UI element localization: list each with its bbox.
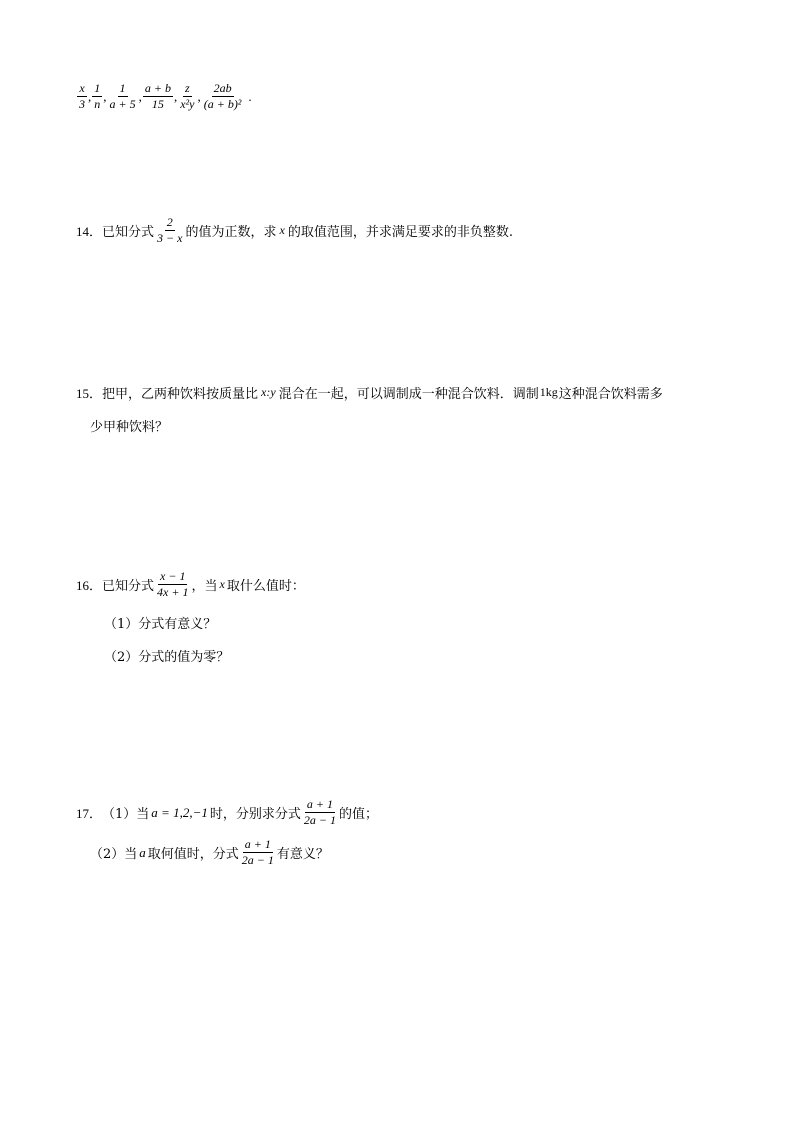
question-number: 17． bbox=[76, 806, 103, 821]
question-text: 时，分别求分式 bbox=[209, 807, 301, 822]
fraction-4: $\frac{a + b}{15}$ bbox=[144, 81, 171, 111]
fraction: $\frac{2}{3 - x}$ bbox=[157, 215, 183, 245]
question-text: 已知分式 bbox=[102, 225, 155, 240]
fraction-2: $\frac{1}{n}$ bbox=[94, 81, 101, 111]
question-text: 的值； bbox=[338, 807, 378, 822]
question-text: 的值为正数，求 bbox=[185, 225, 277, 240]
question-text: 已知分式 bbox=[102, 579, 155, 594]
question-17 bbox=[76, 798, 378, 827]
question-text: 把甲，乙两种饮料按质量比 bbox=[102, 387, 259, 402]
fraction-1: $\frac{x}{3}$ bbox=[79, 81, 85, 111]
question-text: 混合在一起，可以调制成一种混合饮料．调制 bbox=[278, 387, 539, 402]
question-15-continued bbox=[90, 416, 168, 435]
question-16 bbox=[76, 570, 305, 599]
fraction-6: $\frac{2ab}{\text{(a + b)²}}$ bbox=[203, 81, 242, 111]
question-number: 14． bbox=[76, 224, 103, 239]
fraction-list: $\frac{x}{3}$ , $\frac{1}{n}$ , $\frac{1}{a + 5}$ , $\frac{a + b}{15}$ , $\frac{z}{\text{x²y}}$ , $\frac{2ab}{\text{(a + b)²}}$ . bbox=[79, 81, 252, 111]
question-text: （2）当 bbox=[90, 847, 138, 862]
question-number: 16． bbox=[76, 578, 103, 593]
question-15 bbox=[76, 383, 663, 402]
question-17-sub-2 bbox=[90, 838, 329, 867]
question-14 bbox=[76, 216, 513, 245]
fraction-5: $\frac{z}{\text{x²y}}$ bbox=[180, 81, 195, 111]
question-text: 取何值时，分式 bbox=[147, 847, 239, 862]
question-number: 15． bbox=[76, 386, 103, 401]
question-text: 的取值范围，并求满足要求的非负整数. bbox=[287, 225, 513, 240]
question-text: 有意义？ bbox=[276, 847, 329, 862]
variable: x bbox=[279, 223, 285, 237]
question-text: 这种混合饮料需多 bbox=[558, 387, 663, 402]
variable: a bbox=[139, 844, 146, 860]
fraction: $\frac{a + 1}{2a - 1}$ bbox=[303, 797, 336, 827]
question-16-sub-2: （2）分式的值为零？ bbox=[104, 650, 230, 665]
question-16-sub-1: （1）分式有意义？ bbox=[104, 617, 217, 632]
expression: a = 1,2,−1 bbox=[151, 804, 208, 820]
question-text: （1）当 bbox=[102, 807, 150, 822]
variable: x bbox=[219, 577, 225, 591]
fraction-3: $\frac{1}{a + 5}$ bbox=[109, 81, 136, 111]
question-text: ，当 bbox=[191, 579, 218, 594]
fraction: $\frac{a + 1}{2a - 1}$ bbox=[241, 837, 274, 867]
question-text: 少甲种饮料？ bbox=[90, 420, 169, 435]
unit: 1kg bbox=[539, 385, 558, 399]
fraction: $\frac{x - 1}{4x + 1}$ bbox=[157, 569, 189, 599]
question-text: 取什么值时： bbox=[226, 579, 305, 594]
ratio: x:y bbox=[261, 385, 276, 399]
